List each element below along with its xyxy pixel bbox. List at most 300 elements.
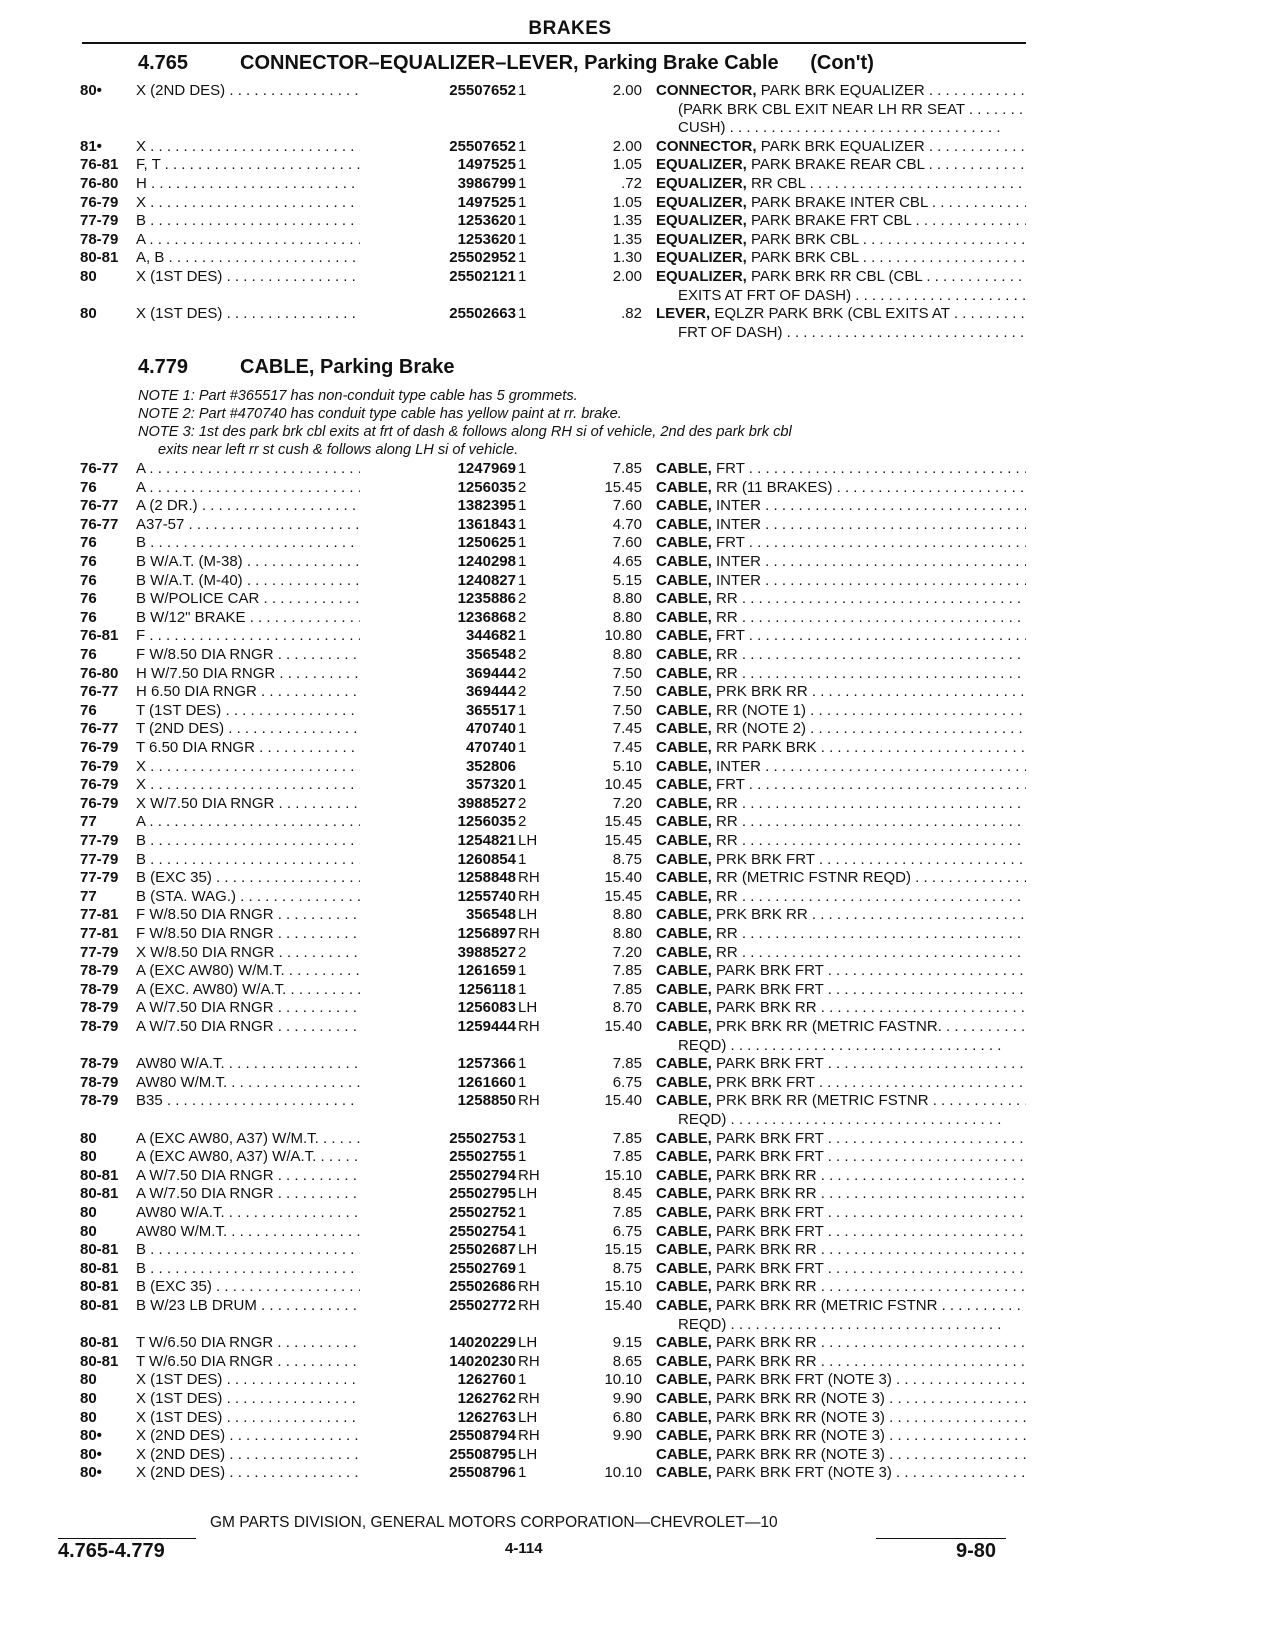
part-name: CABLE, — [656, 1092, 712, 1110]
description-cell — [656, 82, 1026, 99]
part-description: PARK BRAKE FRT CBL — [751, 212, 912, 230]
part-description: PARK BRK EQUALIZER — [760, 82, 925, 99]
quantity-cell: RH — [518, 1352, 540, 1370]
parts-row — [0, 497, 1040, 516]
part-name: EQUALIZER, — [656, 249, 747, 267]
price-cell: 9.90 — [612, 1390, 642, 1407]
description-cell — [656, 758, 1026, 775]
parts-row — [0, 194, 1040, 213]
description-cell — [656, 1334, 1026, 1351]
parts-row — [0, 665, 1040, 684]
description-cell — [656, 1427, 1026, 1444]
description-continuation: REQD) . . . — [678, 1111, 1026, 1128]
part-name: CABLE, — [656, 1241, 712, 1259]
price-cell: 7.50 — [612, 701, 642, 719]
price-cell: 7.20 — [612, 794, 642, 812]
part-description: PRK BRK FRT — [716, 850, 815, 868]
part-number-cell: 25502752 — [360, 1204, 516, 1221]
model-cell: B . . . — [136, 534, 406, 551]
part-name: CABLE, — [656, 553, 712, 570]
section-heading-4779 — [138, 356, 455, 379]
part-description: PARK BRK RR (METRIC FSTNR — [716, 1297, 938, 1314]
note-3: NOTE 3: 1st des park brk cbl exits at frt of dash & follows along RH si of vehicle, 2nd des park brk cbl — [138, 424, 792, 440]
parts-row — [0, 1092, 1040, 1111]
description-cell — [656, 888, 1026, 905]
year-cell: 77 — [80, 887, 97, 905]
description-cell — [656, 1278, 1026, 1295]
part-name: EQUALIZER, — [656, 156, 747, 174]
part-number-cell: 1261659 — [360, 962, 516, 979]
description-cell — [656, 1223, 1026, 1240]
part-description: RR — [716, 590, 738, 608]
parts-row — [0, 1223, 1040, 1242]
model-cell: A (2 DR.) . . . — [136, 497, 406, 514]
description-cell — [656, 702, 1026, 719]
page-header-title: BRAKES — [528, 18, 612, 39]
part-number-cell: 1262762 — [360, 1390, 516, 1407]
part-number-cell: 14020229 — [360, 1334, 516, 1351]
quantity-cell: 1 — [518, 1073, 527, 1091]
part-number-cell: 25502754 — [360, 1223, 516, 1240]
parts-row — [0, 851, 1040, 870]
parts-row — [0, 590, 1040, 609]
quantity-cell: 1 — [518, 627, 527, 645]
description-cell — [656, 212, 1026, 229]
quantity-cell: 1 — [518, 137, 527, 155]
parts-row — [0, 1185, 1040, 1204]
quantity-cell: 2 — [518, 794, 527, 812]
part-description: FRT — [716, 776, 745, 794]
part-number-cell: 470740 — [360, 739, 516, 756]
model-cell: B W/A.T. (M-38) . . . — [136, 553, 406, 570]
part-name: CABLE, — [656, 1408, 712, 1426]
model-cell: A, B . . . — [136, 249, 406, 266]
model-cell: X (2ND DES) . . . — [136, 1446, 406, 1463]
description-cell — [656, 1204, 1026, 1221]
price-cell: 8.45 — [612, 1185, 642, 1203]
part-description: PARK BRK RR (NOTE 3) — [716, 1408, 885, 1426]
part-description: RR — [716, 608, 738, 626]
part-name: CONNECTOR, — [656, 82, 757, 99]
year-cell: 78-79 — [80, 1073, 119, 1091]
footer-publisher: GM PARTS DIVISION, GENERAL MOTORS CORPORATION—CHEVROLET—10 — [210, 1514, 778, 1531]
price-cell: 15.10 — [604, 1278, 642, 1296]
part-description: PARK BRK FRT — [716, 1055, 824, 1073]
part-description: RR (METRIC FSTNR REQD) — [716, 869, 912, 887]
part-name: CONNECTOR, — [656, 137, 757, 155]
parts-row — [0, 739, 1040, 758]
part-number-cell: 1256118 — [360, 981, 516, 998]
part-number-cell: 352806 — [360, 758, 516, 775]
parts-row — [0, 516, 1040, 535]
description-cell — [656, 869, 1026, 886]
parts-row — [0, 832, 1040, 851]
part-name: CABLE, — [656, 1055, 712, 1073]
year-cell: 76-79 — [80, 193, 119, 211]
parts-row — [0, 720, 1040, 739]
quantity-cell: RH — [518, 1092, 540, 1110]
section-number: 4.779 — [138, 356, 189, 378]
part-number-cell: 369444 — [360, 665, 516, 682]
parts-row — [0, 1241, 1040, 1260]
description-continuation: FRT OF DASH) . . . — [678, 324, 1026, 341]
part-number-cell: 1255740 — [360, 888, 516, 905]
part-name: CABLE, — [656, 925, 712, 942]
part-number-cell: 1253620 — [360, 231, 516, 248]
parts-row — [0, 212, 1040, 231]
year-cell: 80-81 — [80, 1278, 119, 1296]
model-cell: A . . . — [136, 813, 406, 830]
part-description: RR — [716, 794, 738, 812]
price-cell: 8.75 — [612, 1259, 642, 1277]
part-name: CABLE, — [656, 1352, 712, 1370]
description-cell — [656, 720, 1026, 737]
model-cell: A . . . — [136, 479, 406, 496]
description-cell — [656, 1297, 1026, 1314]
part-name: EQUALIZER, — [656, 193, 747, 211]
description-cell — [656, 1092, 1026, 1109]
price-cell: 7.85 — [612, 1055, 642, 1073]
description-cell — [656, 609, 1026, 626]
part-name: CABLE, — [656, 869, 712, 887]
note-1: NOTE 1: Part #365517 has non-conduit type cable has 5 grommets. — [138, 388, 578, 404]
price-cell: .82 — [621, 305, 642, 323]
year-cell: 76-79 — [80, 739, 119, 756]
description-cell — [656, 1055, 1026, 1072]
footer-rule-right — [876, 1538, 1006, 1539]
model-cell: AW80 W/M.T. . . . — [136, 1074, 406, 1091]
part-number-cell: 1235886 — [360, 590, 516, 607]
part-name: EQUALIZER, — [656, 212, 747, 230]
description-cell — [656, 739, 1026, 756]
part-number-cell: 14020230 — [360, 1353, 516, 1370]
part-description: PARK BRK RR — [716, 1185, 817, 1203]
part-number-cell: 1256083 — [360, 999, 516, 1016]
quantity-cell: 2 — [518, 590, 527, 608]
section-subtitle: Parking Brake Cable — [584, 52, 779, 74]
model-cell: F, T . . . — [136, 156, 406, 173]
description-cell — [656, 1390, 1026, 1407]
part-number-cell: 1260854 — [360, 851, 516, 868]
price-cell: 6.75 — [612, 1073, 642, 1091]
model-cell: T (1ST DES) . . . — [136, 702, 406, 719]
part-number-cell: 356548 — [360, 906, 516, 923]
quantity-cell: 1 — [518, 268, 527, 285]
quantity-cell: 1 — [518, 515, 527, 533]
description-cell — [656, 231, 1026, 248]
price-cell: 7.85 — [612, 1204, 642, 1221]
part-name: CABLE, — [656, 943, 712, 961]
part-description: PARK BRK RR — [716, 1334, 817, 1352]
quantity-cell: 2 — [518, 943, 527, 961]
price-cell: 9.15 — [612, 1334, 642, 1352]
price-cell: 6.80 — [612, 1408, 642, 1426]
model-cell: X W/7.50 DIA RNGR . . . — [136, 795, 406, 812]
parts-row — [0, 553, 1040, 572]
parts-row — [0, 1055, 1040, 1074]
quantity-cell: 1 — [518, 1371, 527, 1389]
part-number-cell: 1250625 — [360, 534, 516, 551]
year-cell: 76 — [80, 534, 97, 552]
part-number-cell: 25502755 — [360, 1148, 516, 1165]
part-name: EQUALIZER, — [656, 175, 747, 192]
part-number-cell: 25502772 — [360, 1297, 516, 1314]
year-cell: 77-81 — [80, 906, 119, 924]
part-description: PARK BRK CBL — [751, 230, 859, 248]
price-cell: 15.45 — [604, 478, 642, 496]
parts-row — [0, 758, 1040, 777]
section-title: CABLE, — [240, 356, 315, 378]
part-number-cell: 1382395 — [360, 497, 516, 514]
year-cell: 76 — [80, 701, 97, 719]
price-cell: 8.80 — [612, 906, 642, 924]
parts-row — [0, 1074, 1040, 1093]
part-description: FRT — [716, 460, 745, 477]
part-number-cell: 365517 — [360, 702, 516, 719]
part-number-cell: 25502795 — [360, 1185, 516, 1202]
quantity-cell: 1 — [518, 980, 527, 998]
note-3-continued: exits near left rr st cush & follows along LH si of vehicle. — [158, 442, 519, 458]
price-cell: 7.50 — [612, 664, 642, 682]
part-number-cell: 1240298 — [360, 553, 516, 570]
year-cell: 76-81 — [80, 627, 119, 645]
description-continuation: REQD) . . . — [678, 1037, 1026, 1054]
part-number-cell: 1497525 — [360, 156, 516, 173]
quantity-cell: LH — [518, 1445, 538, 1463]
price-cell: 2.00 — [612, 268, 642, 285]
part-description: PARK BRK EQUALIZER — [760, 137, 925, 155]
model-cell: X (1ST DES) . . . — [136, 1409, 406, 1426]
description-cell — [656, 776, 1026, 793]
part-name: CABLE, — [656, 720, 712, 738]
part-description: PARK BRK FRT — [716, 1204, 824, 1221]
parts-row — [0, 1464, 1040, 1483]
year-cell: 80-81 — [80, 1166, 119, 1184]
parts-row — [0, 683, 1040, 702]
price-cell: 10.45 — [604, 776, 642, 794]
year-cell: 76-77 — [80, 720, 119, 738]
quantity-cell: LH — [518, 1408, 538, 1426]
part-name: CABLE, — [656, 590, 712, 608]
price-cell: 8.80 — [612, 646, 642, 663]
parts-row — [0, 156, 1040, 175]
model-cell: X (2ND DES) . . . — [136, 1464, 406, 1481]
year-cell: 80-81 — [80, 1334, 119, 1352]
part-description: EQLZR PARK BRK (CBL EXITS AT — [714, 305, 950, 323]
description-cell — [656, 627, 1026, 644]
part-name: CABLE, — [656, 1222, 712, 1240]
quantity-cell: 1 — [518, 1222, 527, 1240]
price-cell: 15.40 — [604, 1092, 642, 1110]
parts-row — [0, 609, 1040, 628]
description-cell — [656, 944, 1026, 961]
part-number-cell: 25508794 — [360, 1427, 516, 1444]
model-cell: X W/8.50 DIA RNGR . . . — [136, 944, 406, 961]
price-cell: 4.65 — [612, 553, 642, 570]
model-cell: X . . . — [136, 138, 406, 155]
parts-row — [0, 702, 1040, 721]
model-cell: F W/8.50 DIA RNGR . . . — [136, 925, 406, 942]
quantity-cell: 1 — [518, 776, 527, 794]
part-description: PARK BRK FRT — [716, 962, 824, 980]
year-cell: 76-77 — [80, 460, 119, 477]
part-description: PARK BRAKE REAR CBL — [751, 156, 925, 174]
parts-row — [0, 249, 1040, 268]
year-cell: 77-79 — [80, 869, 119, 887]
quantity-cell: LH — [518, 1241, 538, 1259]
model-cell: T (2ND DES) . . . — [136, 720, 406, 737]
parts-row — [0, 305, 1040, 324]
price-cell: 1.30 — [612, 249, 642, 267]
model-cell: AW80 W/A.T. . . . — [136, 1204, 406, 1221]
part-number-cell: 1256035 — [360, 479, 516, 496]
price-cell: 8.70 — [612, 999, 642, 1017]
part-number-cell: 25502794 — [360, 1167, 516, 1184]
model-cell: A W/7.50 DIA RNGR . . . — [136, 1167, 406, 1184]
description-cell — [656, 1130, 1026, 1147]
parts-row — [0, 460, 1040, 479]
model-cell: H W/7.50 DIA RNGR . . . — [136, 665, 406, 682]
part-number-cell: 25502121 — [360, 268, 516, 285]
part-name: CABLE, — [656, 1278, 712, 1296]
year-cell: 76 — [80, 646, 97, 663]
year-cell: 78-79 — [80, 999, 119, 1017]
quantity-cell: 1 — [518, 1129, 527, 1147]
model-cell: X (1ST DES) . . . — [136, 1390, 406, 1407]
part-number-cell: 25502686 — [360, 1278, 516, 1295]
description-cell — [656, 646, 1026, 663]
parts-row — [0, 813, 1040, 832]
quantity-cell: 1 — [518, 720, 527, 738]
model-cell: B35 . . . — [136, 1092, 406, 1109]
description-cell — [656, 851, 1026, 868]
year-cell: 76-79 — [80, 794, 119, 812]
year-cell: 80 — [80, 1222, 97, 1240]
model-cell: B (STA. WAG.) . . . — [136, 888, 406, 905]
description-cell — [656, 572, 1026, 589]
year-cell: 77-79 — [80, 212, 119, 230]
year-cell: 81• — [80, 137, 102, 155]
price-cell: 8.75 — [612, 850, 642, 868]
description-cell — [656, 813, 1026, 830]
description-cell — [656, 683, 1026, 700]
year-cell: 77-79 — [80, 850, 119, 868]
part-number-cell: 1253620 — [360, 212, 516, 229]
part-name: CABLE, — [656, 460, 712, 477]
model-cell: X (1ST DES) . . . — [136, 1371, 406, 1388]
part-number-cell: 1259444 — [360, 1018, 516, 1035]
quantity-cell: 1 — [518, 1204, 527, 1221]
part-description: RR — [716, 887, 738, 905]
quantity-cell: 1 — [518, 193, 527, 211]
part-description: INTER — [716, 515, 762, 533]
model-cell: B (EXC 35) . . . — [136, 869, 406, 886]
part-description: PRK BRK RR (METRIC FASTNR. — [716, 1018, 942, 1035]
part-name: CABLE, — [656, 608, 712, 626]
part-description: PARK BRK FRT — [716, 1129, 824, 1147]
price-cell: 8.80 — [612, 608, 642, 626]
price-cell: .72 — [621, 175, 642, 192]
description-cell — [656, 156, 1026, 173]
part-number-cell: 1240827 — [360, 572, 516, 589]
year-cell: 76-77 — [80, 515, 119, 533]
price-cell: 4.70 — [612, 515, 642, 533]
description-cell — [656, 999, 1026, 1016]
part-name: CABLE, — [656, 962, 712, 980]
section-subtitle: Parking Brake — [320, 356, 455, 378]
quantity-cell: 1 — [518, 850, 527, 868]
part-description: RR CBL — [751, 175, 806, 192]
part-number-cell: 1258848 — [360, 869, 516, 886]
model-cell: B . . . — [136, 1241, 406, 1258]
quantity-cell: 1 — [518, 1055, 527, 1073]
parts-row — [0, 627, 1040, 646]
part-name: CABLE, — [656, 1390, 712, 1407]
part-description: PARK BRK RR — [716, 1166, 817, 1184]
year-cell: 77-79 — [80, 943, 119, 961]
price-cell: 8.65 — [612, 1352, 642, 1370]
part-name: CABLE, — [656, 1427, 712, 1445]
quantity-cell: RH — [518, 869, 540, 887]
part-description: RR (NOTE 2) — [716, 720, 807, 738]
model-cell: X (1ST DES) . . . — [136, 305, 406, 322]
quantity-cell: 1 — [518, 701, 527, 719]
quantity-cell: 1 — [518, 553, 527, 570]
parts-row — [0, 534, 1040, 553]
model-cell: B W/23 LB DRUM . . . — [136, 1297, 406, 1314]
section-number: 4.765 — [138, 52, 189, 74]
year-cell: 78-79 — [80, 230, 119, 248]
part-description: PARK BRK RR — [716, 1241, 817, 1259]
part-description: PARK BRK RR CBL (CBL — [751, 268, 923, 285]
part-description: FRT — [716, 534, 745, 552]
model-cell: X . . . — [136, 776, 406, 793]
price-cell: 7.85 — [612, 1129, 642, 1147]
part-number-cell: 1261660 — [360, 1074, 516, 1091]
quantity-cell: RH — [518, 1297, 540, 1314]
parts-row — [0, 268, 1040, 287]
year-cell: 78-79 — [80, 1018, 119, 1035]
quantity-cell: 1 — [518, 534, 527, 552]
year-cell: 80• — [80, 1464, 102, 1482]
quantity-cell: 2 — [518, 664, 527, 682]
part-description: INTER — [716, 571, 762, 589]
quantity-cell: 1 — [518, 497, 527, 515]
price-cell: 7.20 — [612, 943, 642, 961]
description-cell — [656, 497, 1026, 514]
description-cell — [656, 1018, 1026, 1035]
part-description: PARK BRK RR — [716, 999, 817, 1017]
price-cell: 7.85 — [612, 980, 642, 998]
price-cell: 15.40 — [604, 1297, 642, 1314]
part-description: PRK BRK RR — [716, 683, 808, 701]
year-cell: 76-80 — [80, 664, 119, 682]
description-cell — [656, 1371, 1026, 1388]
part-name: CABLE, — [656, 1259, 712, 1277]
part-description: INTER — [716, 497, 762, 515]
model-cell: AW80 W/M.T. . . . — [136, 1223, 406, 1240]
price-cell: 8.80 — [612, 590, 642, 608]
part-name: CABLE, — [656, 757, 712, 775]
part-description: RR — [716, 943, 738, 961]
description-continuation: EXITS AT FRT OF DASH) . . . — [678, 287, 1026, 304]
part-description: PARK BRK RR (NOTE 3) — [716, 1445, 885, 1463]
year-cell: 76 — [80, 608, 97, 626]
footer-page-number: 4-114 — [505, 1540, 543, 1557]
parts-row — [0, 175, 1040, 194]
description-cell — [656, 1167, 1026, 1184]
parts-row — [0, 1297, 1040, 1316]
